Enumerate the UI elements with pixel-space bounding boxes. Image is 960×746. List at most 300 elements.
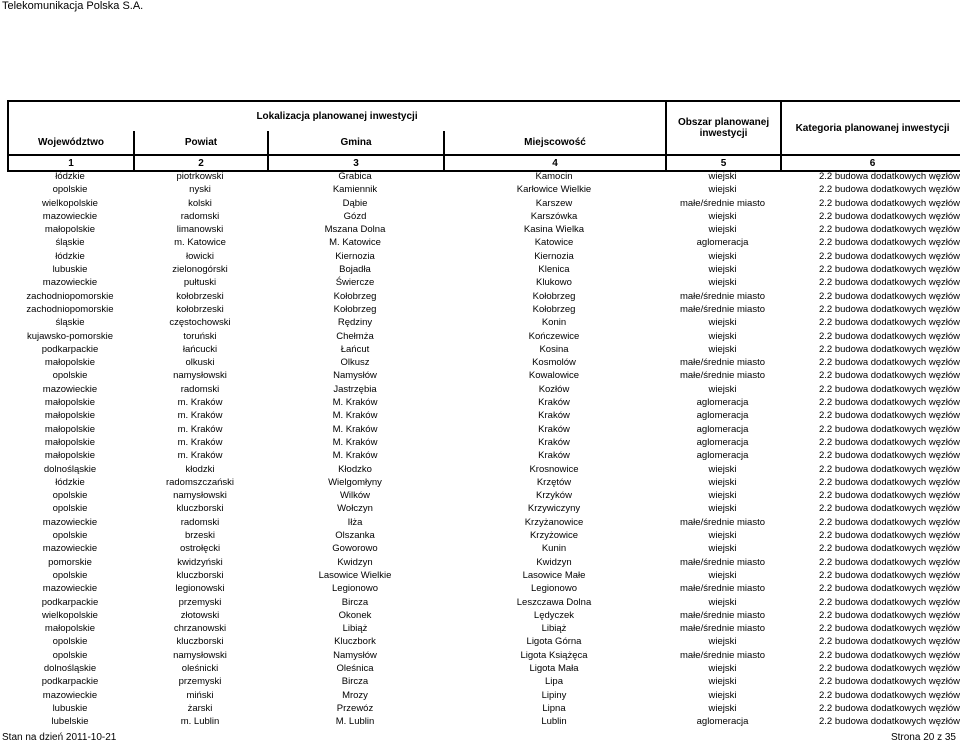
cell-locality: Krzyżowice (529, 530, 579, 542)
cell-commune: Gózd (343, 210, 367, 222)
cell-voivodeship: małopolskie (44, 357, 96, 369)
cell-commune: Legionowo (332, 583, 378, 595)
table-row (7, 609, 960, 622)
cell-area: wiejski (708, 277, 737, 289)
cell-area: małe/średnie miasto (679, 583, 765, 595)
cell-area: małe/średnie miasto (679, 357, 765, 369)
cell-voivodeship: małopolskie (44, 224, 96, 236)
cell-area: wiejski (708, 569, 737, 581)
cell-category: 2.2 budowa dodatkowych węzłów (818, 623, 960, 635)
cell-locality: Kraków (538, 397, 570, 409)
cell-commune: Kiernozia (335, 250, 375, 262)
cell-voivodeship: kujawsko-pomorskie (26, 330, 114, 342)
cell-county: toruński (183, 330, 217, 342)
cell-voivodeship: małopolskie (44, 623, 96, 635)
cell-county: m. Lublin (180, 716, 220, 728)
cell-area: wiejski (708, 463, 737, 475)
cell-category: 2.2 budowa dodatkowych węzłów (818, 317, 960, 329)
cell-area: wiejski (708, 702, 737, 714)
cell-area: małe/średnie miasto (679, 303, 765, 315)
table-row (7, 702, 960, 715)
company-name: Telekomunikacja Polska S.A. (2, 0, 144, 12)
cell-voivodeship: mazowieckie (42, 277, 98, 289)
cell-county: żarski (187, 702, 213, 714)
cell-commune: Jastrzębia (333, 383, 377, 395)
cell-area: małe/średnie miasto (679, 370, 765, 382)
table-row (7, 463, 960, 476)
table-row (7, 675, 960, 688)
cell-county: radomski (180, 383, 220, 395)
cell-county: miński (186, 689, 214, 701)
cell-commune: Libiąż (342, 623, 368, 635)
table-row (7, 197, 960, 210)
cell-category: 2.2 budowa dodatkowych węzłów (818, 397, 960, 409)
cell-category: 2.2 budowa dodatkowych węzłów (818, 250, 960, 262)
cell-locality: Klenica (538, 264, 570, 276)
cell-category: 2.2 budowa dodatkowych węzłów (818, 303, 960, 315)
cell-area: wiejski (708, 530, 737, 542)
table-row (7, 489, 960, 502)
table-row (7, 183, 960, 196)
cell-commune: Bojadła (339, 264, 371, 276)
cell-commune: Rędziny (337, 317, 373, 329)
cell-category: 2.2 budowa dodatkowych węzłów (818, 383, 960, 395)
cell-county: brzeski (184, 530, 216, 542)
cell-county: radomszczański (165, 476, 235, 488)
cell-area: wiejski (708, 383, 737, 395)
cell-commune: Świercze (335, 277, 375, 289)
cell-commune: Okonek (338, 609, 372, 621)
cell-area: wiejski (708, 171, 737, 182)
cell-voivodeship: zachodniopomorskie (26, 303, 114, 315)
cell-area: wiejski (708, 210, 737, 222)
cell-locality: Ligota Książęca (520, 649, 588, 661)
cell-commune: M. Kraków (332, 410, 378, 422)
column-number: 1 (8, 155, 134, 171)
cell-voivodeship: pomorskie (48, 556, 92, 568)
investment-table (7, 170, 960, 728)
cell-commune: Kluczbork (334, 636, 376, 648)
cell-voivodeship: łódzkie (55, 250, 85, 262)
cell-area: wiejski (708, 662, 737, 674)
cell-commune: Mrozy (342, 689, 368, 701)
cell-voivodeship: podkarpackie (41, 596, 99, 608)
cell-area: aglomeracja (696, 423, 749, 435)
cell-voivodeship: śląskie (55, 317, 85, 329)
cell-county: chrzanowski (173, 623, 227, 635)
cell-area: aglomeracja (696, 716, 749, 728)
cell-commune: Chełmża (336, 330, 374, 342)
cell-commune: Olkusz (340, 357, 370, 369)
column-number: 5 (666, 155, 781, 171)
table-row (7, 596, 960, 609)
cell-commune: M. Lublin (335, 716, 375, 728)
table-row (7, 383, 960, 396)
cell-county: limanowski (176, 224, 224, 236)
cell-area: małe/średnie miasto (679, 556, 765, 568)
cell-locality: Lędyczek (533, 609, 575, 621)
cell-county: kluczborski (176, 569, 224, 581)
cell-area: aglomeracja (696, 397, 749, 409)
cell-area: wiejski (708, 317, 737, 329)
table-row (7, 356, 960, 369)
cell-voivodeship: lubelskie (51, 716, 89, 728)
table-row (7, 250, 960, 263)
cell-voivodeship: podkarpackie (41, 343, 99, 355)
cell-voivodeship: małopolskie (44, 397, 96, 409)
cell-category: 2.2 budowa dodatkowych węzłów (818, 530, 960, 542)
column-number: 6 (781, 155, 960, 171)
cell-county: ostrołęcki (179, 543, 221, 555)
cell-category: 2.2 budowa dodatkowych węzłów (818, 556, 960, 568)
cell-county: kluczborski (176, 636, 224, 648)
cell-area: małe/średnie miasto (679, 649, 765, 661)
cell-category: 2.2 budowa dodatkowych węzłów (818, 330, 960, 342)
cell-voivodeship: opolskie (52, 184, 88, 196)
cell-area: wiejski (708, 343, 737, 355)
cell-commune: Lasowice Wielkie (318, 569, 392, 581)
table-row (7, 210, 960, 223)
cell-voivodeship: dolnośląskie (43, 463, 97, 475)
column-header-commune: Gmina (268, 131, 444, 155)
cell-locality: Kraków (538, 436, 570, 448)
cell-voivodeship: opolskie (52, 530, 88, 542)
cell-category: 2.2 budowa dodatkowych węzłów (818, 224, 960, 236)
table-row (7, 303, 960, 316)
cell-category: 2.2 budowa dodatkowych węzłów (818, 583, 960, 595)
cell-county: m. Kraków (177, 410, 223, 422)
table-row (7, 409, 960, 422)
document-title (0, 14, 960, 74)
table-row (7, 569, 960, 582)
cell-commune: Oleśnica (336, 662, 374, 674)
cell-category: 2.2 budowa dodatkowych węzłów (818, 410, 960, 422)
cell-category: 2.2 budowa dodatkowych węzłów (818, 569, 960, 581)
cell-county: łańcucki (182, 343, 218, 355)
table-row (7, 689, 960, 702)
cell-county: kołobrzeski (176, 303, 224, 315)
cell-area: wiejski (708, 490, 737, 502)
cell-county: m. Kraków (177, 397, 223, 409)
table-row (7, 396, 960, 409)
cell-locality: Kołobrzeg (532, 303, 576, 315)
column-number: 4 (444, 155, 666, 171)
table-row (7, 436, 960, 449)
table-row (7, 556, 960, 569)
cell-commune: Wielgomłyny (328, 476, 382, 488)
cell-county: m. Kraków (177, 423, 223, 435)
cell-category: 2.2 budowa dodatkowych węzłów (818, 543, 960, 555)
cell-locality: Kozłów (538, 383, 570, 395)
column-header-voivodeship: Województwo (8, 131, 134, 155)
cell-category: 2.2 budowa dodatkowych węzłów (818, 609, 960, 621)
cell-locality: Ligota Mała (529, 662, 579, 674)
cell-category: 2.2 budowa dodatkowych węzłów (818, 436, 960, 448)
cell-locality: Kiernozia (534, 250, 574, 262)
cell-locality: Krzyków (536, 490, 572, 502)
cell-commune: M. Kraków (332, 450, 378, 462)
cell-voivodeship: lubuskie (52, 702, 88, 714)
cell-locality: Lipa (545, 676, 563, 688)
cell-area: wiejski (708, 330, 737, 342)
cell-commune: Przewóz (336, 702, 374, 714)
cell-county: pułtuski (183, 277, 217, 289)
cell-commune: Kołobrzeg (333, 290, 377, 302)
cell-locality: Krzętów (536, 476, 572, 488)
cell-county: radomski (180, 516, 220, 528)
cell-category: 2.2 budowa dodatkowych węzłów (818, 210, 960, 222)
cell-area: aglomeracja (696, 410, 749, 422)
cell-commune: M. Kraków (332, 436, 378, 448)
column-header-locality: Miejscowość (444, 131, 666, 155)
cell-county: częstochowski (169, 317, 231, 329)
cell-commune: Mszana Dolna (324, 224, 386, 236)
cell-category: 2.2 budowa dodatkowych węzłów (818, 636, 960, 648)
cell-county: m. Kraków (177, 436, 223, 448)
cell-locality: Leszczawa Dolna (516, 596, 592, 608)
cell-area: wiejski (708, 689, 737, 701)
table-row (7, 263, 960, 276)
cell-area: małe/średnie miasto (679, 197, 765, 209)
cell-voivodeship: łódzkie (55, 476, 85, 488)
cell-area: małe/średnie miasto (679, 609, 765, 621)
cell-area: wiejski (708, 543, 737, 555)
table-row (7, 316, 960, 329)
title-line-2: w ramach realizacji Deklaracji Inwestycyjnej Telekomunikacji Polskiej (251, 35, 709, 52)
cell-county: zielonogórski (172, 264, 228, 276)
cell-locality: Kowalowice (528, 370, 580, 382)
table-row (7, 635, 960, 648)
cell-voivodeship: opolskie (52, 503, 88, 515)
report-date: Stan na dzień 2011-10-21 (2, 732, 117, 743)
cell-area: wiejski (708, 503, 737, 515)
table-row (7, 236, 960, 249)
cell-category: 2.2 budowa dodatkowych węzłów (818, 357, 960, 369)
title-line-1: Inwestycje na etapie planowania (364, 15, 596, 32)
table-row (7, 516, 960, 529)
cell-locality: Katowice (534, 237, 574, 249)
cell-area: aglomeracja (696, 450, 749, 462)
cell-category: 2.2 budowa dodatkowych węzłów (818, 171, 960, 182)
cell-category: 2.2 budowa dodatkowych węzłów (818, 596, 960, 608)
cell-locality: Kasina Wielka (523, 224, 585, 236)
cell-voivodeship: mazowieckie (42, 383, 98, 395)
cell-county: oleśnicki (181, 662, 219, 674)
table-row (7, 369, 960, 382)
table-row (7, 649, 960, 662)
cell-category: 2.2 budowa dodatkowych węzłów (818, 290, 960, 302)
cell-county: kolski (188, 197, 212, 209)
cell-area: wiejski (708, 184, 737, 196)
table-row (7, 223, 960, 236)
cell-locality: Kraków (538, 450, 570, 462)
cell-locality: Lipiny (541, 689, 567, 701)
cell-category: 2.2 budowa dodatkowych węzłów (818, 463, 960, 475)
cell-area: wiejski (708, 596, 737, 608)
table-row (7, 423, 960, 436)
cell-commune: Kamiennik (332, 184, 378, 196)
cell-county: łowicki (186, 250, 214, 262)
cell-voivodeship: małopolskie (44, 450, 96, 462)
cell-category: 2.2 budowa dodatkowych węzłów (818, 649, 960, 661)
cell-county: namysłowski (173, 490, 227, 502)
cell-voivodeship: śląskie (55, 237, 85, 249)
table-row (7, 542, 960, 555)
title-line-3: dotyczącej Porozumienia z UKE z dn. 22 października 2009 (281, 55, 679, 72)
table-row (7, 502, 960, 515)
cell-category: 2.2 budowa dodatkowych węzłów (818, 343, 960, 355)
cell-voivodeship: mazowieckie (42, 583, 98, 595)
cell-locality: Libiąż (541, 623, 567, 635)
cell-voivodeship: opolskie (52, 370, 88, 382)
cell-locality: Legionowo (531, 583, 577, 595)
cell-commune: Wołczyn (337, 503, 373, 515)
cell-county: kwidzyński (177, 556, 223, 568)
cell-commune: Łańcut (340, 343, 370, 355)
cell-county: m. Kraków (177, 450, 223, 462)
cell-locality: Kraków (538, 410, 570, 422)
cell-locality: Kosina (539, 343, 569, 355)
cell-county: legionowski (175, 583, 225, 595)
cell-category: 2.2 budowa dodatkowych węzłów (818, 184, 960, 196)
cell-area: wiejski (708, 224, 737, 236)
cell-area: wiejski (708, 476, 737, 488)
cell-county: złotowski (180, 609, 220, 621)
cell-voivodeship: zachodniopomorskie (26, 290, 114, 302)
cell-commune: Bircza (341, 676, 369, 688)
cell-county: przemyski (178, 596, 222, 608)
cell-county: radomski (180, 210, 220, 222)
cell-category: 2.2 budowa dodatkowych węzłów (818, 716, 960, 728)
cell-category: 2.2 budowa dodatkowych węzłów (818, 490, 960, 502)
cell-locality: Kołobrzeg (532, 290, 576, 302)
cell-commune: Namysłów (333, 649, 377, 661)
cell-locality: Karszówka (530, 210, 578, 222)
table-row (7, 715, 960, 728)
cell-locality: Kosmolów (532, 357, 576, 369)
cell-voivodeship: małopolskie (44, 410, 96, 422)
cell-commune: Iłża (347, 516, 363, 528)
cell-commune: Bircza (341, 596, 369, 608)
cell-commune: Grabica (338, 171, 372, 182)
cell-locality: Kunin (541, 543, 567, 555)
cell-area: małe/średnie miasto (679, 623, 765, 635)
cell-voivodeship: opolskie (52, 649, 88, 661)
cell-voivodeship: małopolskie (44, 423, 96, 435)
cell-voivodeship: wielkopolskie (42, 197, 98, 209)
cell-commune: M. Katowice (329, 237, 381, 249)
cell-commune: Olszanka (335, 530, 375, 542)
cell-commune: Namysłów (333, 370, 377, 382)
cell-voivodeship: mazowieckie (42, 543, 98, 555)
cell-commune: Wilków (339, 490, 371, 502)
cell-locality: Klukowo (536, 277, 572, 289)
cell-area: wiejski (708, 264, 737, 276)
cell-locality: Ligota Górna (526, 636, 582, 648)
table-row (7, 476, 960, 489)
cell-voivodeship: dolnośląskie (43, 662, 97, 674)
cell-category: 2.2 budowa dodatkowych węzłów (818, 423, 960, 435)
cell-locality: Krzywiczyny (527, 503, 581, 515)
table-row (7, 622, 960, 635)
cell-locality: Karłowice Wielkie (516, 184, 592, 196)
cell-commune: Kłodzko (338, 463, 372, 475)
cell-category: 2.2 budowa dodatkowych węzłów (818, 370, 960, 382)
table-row (7, 343, 960, 356)
cell-county: m. Katowice (174, 237, 226, 249)
cell-commune: Kwidzyn (337, 556, 373, 568)
cell-category: 2.2 budowa dodatkowych węzłów (818, 662, 960, 674)
cell-voivodeship: podkarpackie (41, 676, 99, 688)
cell-category: 2.2 budowa dodatkowych węzłów (818, 476, 960, 488)
cell-county: kołobrzeski (176, 290, 224, 302)
table-row (7, 582, 960, 595)
cell-locality: Kraków (538, 423, 570, 435)
cell-county: namysłowski (173, 649, 227, 661)
cell-voivodeship: mazowieckie (42, 210, 98, 222)
cell-category: 2.2 budowa dodatkowych węzłów (818, 197, 960, 209)
cell-category: 2.2 budowa dodatkowych węzłów (818, 277, 960, 289)
page-number: Strona 20 z 35 (890, 732, 956, 743)
cell-commune: M. Kraków (332, 397, 378, 409)
cell-category: 2.2 budowa dodatkowych węzłów (818, 689, 960, 701)
cell-voivodeship: mazowieckie (42, 689, 98, 701)
cell-category: 2.2 budowa dodatkowych węzłów (818, 516, 960, 528)
cell-county: piotrkowski (176, 171, 224, 182)
cell-voivodeship: łódzkie (55, 171, 85, 182)
column-number: 2 (134, 155, 268, 171)
cell-locality: Lasowice Małe (522, 569, 586, 581)
cell-county: nyski (189, 184, 211, 196)
cell-category: 2.2 budowa dodatkowych węzłów (818, 702, 960, 714)
table-row (7, 662, 960, 675)
cell-voivodeship: opolskie (52, 636, 88, 648)
cell-county: namysłowski (173, 370, 227, 382)
table-row (7, 330, 960, 343)
cell-locality: Kwidzyn (536, 556, 572, 568)
cell-voivodeship: małopolskie (44, 436, 96, 448)
cell-locality: Kamocin (535, 171, 573, 182)
cell-area: małe/średnie miasto (679, 290, 765, 302)
cell-voivodeship: lubuskie (52, 264, 88, 276)
column-number: 3 (268, 155, 444, 171)
cell-area: małe/średnie miasto (679, 516, 765, 528)
cell-category: 2.2 budowa dodatkowych węzłów (818, 676, 960, 688)
cell-voivodeship: mazowieckie (42, 516, 98, 528)
table-header (7, 100, 960, 172)
cell-voivodeship: wielkopolskie (42, 609, 98, 621)
cell-locality: Karszew (535, 197, 573, 209)
cell-locality: Kończewice (528, 330, 580, 342)
cell-locality: Krzyżanowice (524, 516, 584, 528)
cell-county: olkuski (185, 357, 215, 369)
cell-area: wiejski (708, 676, 737, 688)
cell-county: kluczborski (176, 503, 224, 515)
table-body (7, 170, 960, 728)
column-header-category: Kategoria planowanej inwestycji (781, 101, 960, 155)
cell-commune: M. Kraków (332, 423, 378, 435)
cell-county: przemyski (178, 676, 222, 688)
cell-category: 2.2 budowa dodatkowych węzłów (818, 264, 960, 276)
cell-area: wiejski (708, 250, 737, 262)
cell-commune: Dąbie (342, 197, 368, 209)
location-group-header: Lokalizacja planowanej inwestycji (8, 101, 666, 131)
cell-voivodeship: opolskie (52, 490, 88, 502)
cell-category: 2.2 budowa dodatkowych węzłów (818, 503, 960, 515)
cell-voivodeship: opolskie (52, 569, 88, 581)
cell-locality: Lipna (542, 702, 566, 714)
cell-category: 2.2 budowa dodatkowych węzłów (818, 450, 960, 462)
